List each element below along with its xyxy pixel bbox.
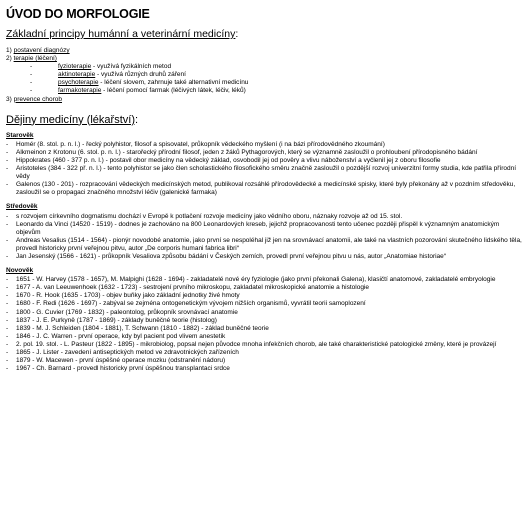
history-item-text: 1670 - R. Hook (1635 - 1703) - objev buňky jako základní jednotky živé hmoty	[16, 292, 240, 300]
history-item-text: Galenos (130 - 201) - rozpracování vědeckých medicínských metod, publikoval rozsáhlé přírodovědecké a medicínské spisky, které byly překonány až v pozdním středověku, zasloužil se o propagaci značného množství léčiv (galenické farmaka)	[16, 181, 516, 197]
history-item	[6, 221, 522, 237]
history-item-text: Hippokrates (460 - 377 p. n. l.) - postavil obor medicíny na vědecký základ, osvobodil jej od pověry a vlivu náboženství a vyčlenil jej z oboru filosofie	[16, 156, 441, 164]
dash-marker: -	[30, 79, 33, 87]
bullet-marker: -	[6, 220, 9, 228]
principle-label: prevence chorob	[13, 95, 63, 103]
history-item-text: 1837 - J. E. Purkyně (1787 - 1869) - základy buněčné teorie (histolog)	[16, 316, 217, 324]
history-item-text: 1680 - F. Redi (1626 - 1697) - zabýval se zejména ontogenetickým vývojem nižších organismů, vyvrátil teorii samoplození	[16, 300, 366, 308]
history-item-text: Jan Jesenský (1566 - 1621) - průkopník Vesaliova způsobu bádání v Českých zemích, provedl první veřejnou pitvu u nás, autor „Anatomiae historiae“	[16, 252, 446, 260]
history-item-text: 1800 - G. Cuvier (1769 - 1832) - paleontolog, průkopník srovnávací anatomie	[16, 308, 238, 316]
bullet-marker: -	[6, 181, 9, 189]
principle-number: 2)	[6, 55, 12, 63]
history-item	[6, 309, 522, 317]
bullet-marker: -	[6, 252, 9, 260]
principles-heading-colon: :	[235, 28, 239, 40]
section-title: Starověk	[6, 131, 34, 139]
bullet-marker: -	[6, 332, 9, 340]
principles-heading	[6, 28, 522, 40]
history-item	[6, 300, 522, 308]
bullet-marker: -	[6, 140, 9, 148]
therapy-item	[30, 87, 522, 95]
history-item	[6, 276, 522, 284]
therapy-description: - využívá různých druhů záření	[95, 71, 186, 79]
bullet-marker: -	[6, 292, 9, 300]
history-item-text: 1879 - W. Macewen - první úspěšné operace mozku (odstranění nádoru)	[16, 357, 226, 365]
therapy-item	[30, 71, 522, 79]
history-item	[6, 325, 522, 333]
history-item-text: Leonardo da Vinci (14520 - 1519) - dodnes je zachováno na 800 Leonardových kreseb, jejichž propracovanosti tento učenec později přispěl k významným anatomickým objevům	[16, 220, 500, 236]
history-item	[6, 341, 522, 349]
history-section	[6, 132, 522, 198]
history-item-text: s rozvojem církevního dogmatismu dochází v Evropě k potlačení rozvoje medicíny jako vědního oboru, náznaky rozvoje až od 15. stol.	[16, 212, 403, 220]
history-sections	[6, 132, 522, 374]
bullet-marker: -	[6, 212, 9, 220]
dash-marker: -	[30, 71, 33, 79]
bullet-marker: -	[6, 357, 9, 365]
bullet-marker: -	[6, 308, 9, 316]
history-item-text: 2. pol. 19. stol. - L. Pasteur (1822 - 1895) - mikrobiolog, popsal nejen původce mnoha infekčních chorob, ale také charakteristické patologické změny, které je provázejí	[16, 340, 497, 348]
history-item	[6, 213, 522, 221]
bullet-marker: -	[6, 365, 9, 373]
history-item-text: 1839 - M. J. Schleiden (1804 - 1881), T. Schwann (1810 - 1882) - základ buněčné teorie	[16, 324, 269, 332]
history-section	[6, 267, 522, 373]
history-heading-text: Dějiny medicíny (lékařství)	[6, 113, 135, 126]
section-title: Středověk	[6, 203, 38, 211]
therapy-label: farmakoterapie	[58, 87, 102, 95]
principle-label: terapie (léčení)	[13, 55, 57, 63]
history-item-text: Andreas Vesalius (1514 - 1564) - pionýr novodobé anatomie, jako první se nespoléhal již jen na srovnávací anatomii, ale také na vlastních pozorování skutečného lidského těla, provedl historicky první veřejnou pitvu, autor „De corporis humani fabrica libri“	[16, 236, 522, 252]
bullet-marker: -	[6, 165, 9, 173]
history-item	[6, 237, 522, 253]
history-item	[6, 165, 522, 181]
bullet-marker: -	[6, 284, 9, 292]
dash-marker: -	[30, 63, 33, 71]
section-title: Novověk	[6, 267, 34, 275]
bullet-marker: -	[6, 340, 9, 348]
history-item-text: 1846 - J. C. Warren - první operace, kdy byl pacient pod vlivem anestetik	[16, 332, 226, 340]
page-title: ÚVOD DO MORFOLOGIE	[6, 7, 150, 21]
principles-heading-text: Základní principy humánní a veterinární medicíny	[6, 28, 236, 40]
bullet-marker: -	[6, 276, 9, 284]
history-section	[6, 203, 522, 261]
principle-item	[6, 96, 522, 104]
history-item-text: Aristoteles (384 - 322 př. n. l.) - tento polyhistor se jako člen scholastického filosofického směru značně zasloužil o pozdější rozvoj univerzitní formy studia, kde patřila přírodní vědy	[16, 165, 517, 181]
history-item-text: 1865 - J. Lister - zavedení antiseptických metod ve zdravotnických zařízeních	[16, 349, 239, 356]
history-item	[6, 349, 522, 357]
history-item-text: 1967 - Ch. Barnard - provedl historicky první úspěšnou transplantaci srdce	[16, 365, 230, 373]
bullet-marker: -	[6, 156, 9, 164]
history-item	[6, 357, 522, 365]
bullet-marker: -	[6, 148, 9, 156]
bullet-marker: -	[6, 324, 9, 332]
history-item	[6, 284, 522, 292]
history-item-text: 1651 - W. Harvey (1578 - 1657), M. Malpighi (1628 - 1694) - zakladatelé nové éry fyziologie (jako první překonali Galena), klasičtí anatomové, zakladatelé embryologie	[16, 276, 496, 284]
therapy-description: - léčení pomocí farmak (léčivých látek, léčiv, léků)	[101, 87, 246, 95]
therapy-label: fyzioterapie	[58, 63, 92, 71]
history-item	[6, 157, 522, 165]
history-item	[6, 365, 522, 373]
history-item	[6, 253, 522, 261]
history-item-text: 1677 - A. van Leeuwenhoek (1632 - 1723) - sestrojení prvního mikroskopu, zakladatel mikroskopické anatomie a histologie	[16, 284, 370, 292]
history-heading	[6, 114, 522, 126]
history-item	[6, 317, 522, 325]
history-item-text: Alkmeinon z Krotonu (6. stol. p. n. l.) - starořecký přírodní filosof, jeden z žáků Pythagorových, který se významně zasloužil o prohloubení přírodopisného bádání	[16, 148, 478, 156]
bullet-marker: -	[6, 316, 9, 324]
history-item	[6, 333, 522, 341]
history-item	[6, 141, 522, 149]
bullet-marker: -	[6, 236, 9, 244]
bullet-marker: -	[6, 349, 9, 356]
principle-number: 1)	[6, 47, 12, 54]
principle-item	[6, 55, 522, 63]
principles-list	[6, 47, 522, 104]
principle-item	[6, 47, 522, 55]
history-item	[6, 149, 522, 157]
history-heading-colon: :	[134, 113, 139, 126]
dash-marker: -	[30, 87, 33, 95]
therapy-description: - využívá fyzikálních metod	[91, 63, 172, 71]
history-item-text: Homér (8. stol. p. n. l.) - řecký polyhistor, filosof a spisovatel, průkopník vědeckého myšlení (i na bázi přírodovědného zkoumání)	[16, 140, 385, 148]
principle-number: 3)	[6, 95, 12, 103]
therapy-description: - léčení slovem, zahrnuje také alternativní medicínu	[98, 79, 249, 87]
principle-label: postavení diagnózy	[13, 47, 70, 54]
therapy-label: aktinoterapie	[58, 71, 96, 79]
bullet-marker: -	[6, 300, 9, 308]
document-page	[6, 7, 522, 373]
history-item	[6, 181, 522, 197]
therapy-label: psychoterapie	[58, 79, 99, 87]
